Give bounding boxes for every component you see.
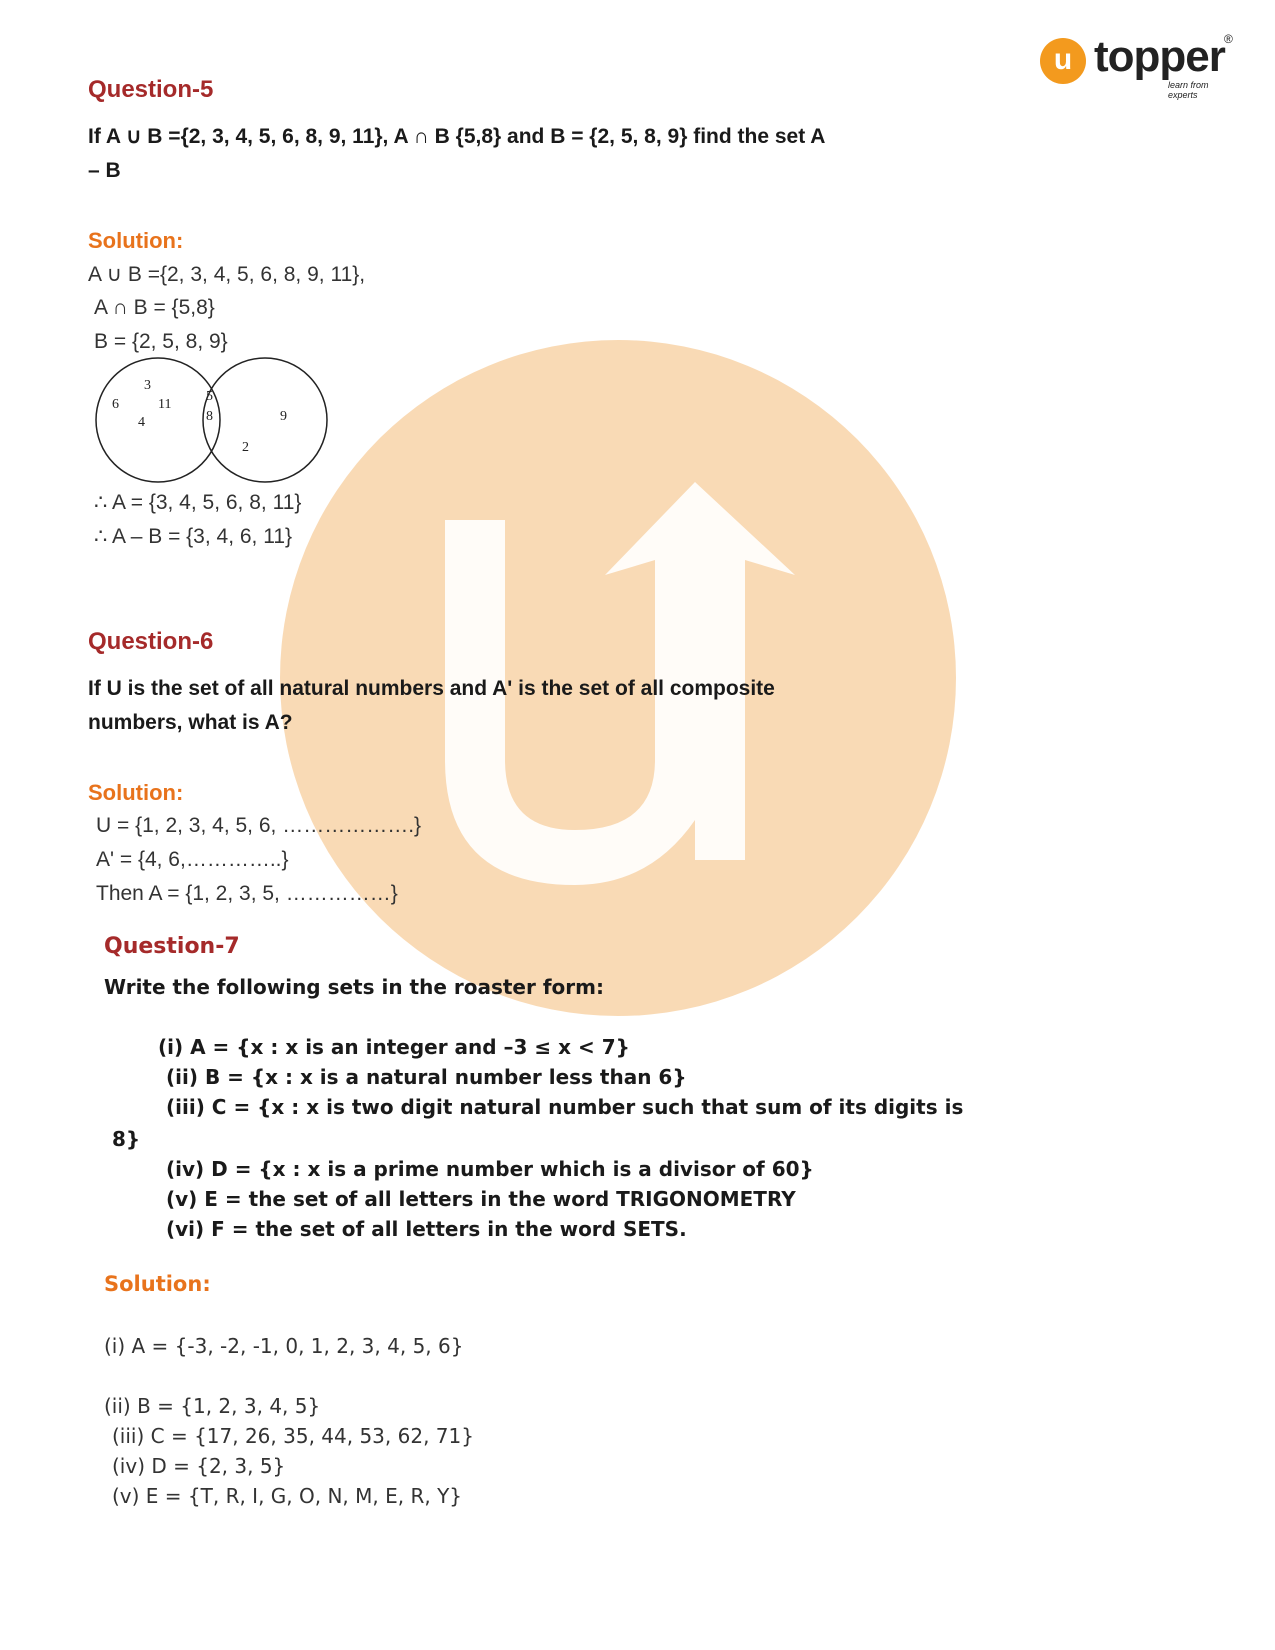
logo-tagline: learn from experts (1168, 80, 1209, 100)
q7-item: (vi) F = the set of all letters in the word SETS. (166, 1217, 687, 1241)
question-7-text: Write the following sets in the roaster form: (104, 975, 604, 999)
q7-item: (v) E = the set of all letters in the word TRIGONOMETRY (166, 1187, 796, 1211)
q5-result-line: ∴ A – B = {3, 4, 6, 11} (94, 525, 293, 548)
question-5-title: Question-5 (88, 76, 214, 103)
q7-answer-line: (iv) D = {2, 3, 5} (112, 1454, 286, 1478)
question-7-title: Question-7 (104, 934, 240, 959)
logo-registered: ® (1224, 32, 1233, 46)
q7-item: 8} (112, 1127, 141, 1151)
q6-solution-line: A' = {4, 6,…………..} (96, 848, 289, 871)
q7-item: (iv) D = {x : x is a prime number which is a divisor of 60} (166, 1157, 814, 1181)
venn-label: 4 (138, 415, 145, 430)
venn-label: 5 (206, 389, 213, 404)
q7-answer-line: (v) E = {T, R, I, G, O, N, M, E, R, Y} (112, 1484, 463, 1508)
q7-item: (iii) C = {x : x is two digit natural number such that sum of its digits is (166, 1095, 964, 1119)
question-6-solution-label: Solution: (88, 780, 184, 805)
venn-label: 3 (144, 378, 151, 393)
venn-label: 2 (242, 440, 249, 455)
question-6-text-line2: numbers, what is A? (88, 711, 293, 734)
q7-answer-line: (i) A = {-3, -2, -1, 0, 1, 2, 3, 4, 5, 6} (104, 1334, 464, 1358)
logo-name: topper (1094, 32, 1225, 81)
q6-solution-line: U = {1, 2, 3, 4, 5, 6, ……………….} (96, 814, 422, 837)
question-5-solution-label: Solution: (88, 228, 184, 253)
question-7-solution-label: Solution: (104, 1272, 211, 1296)
q5-result-line: ∴ A = {3, 4, 5, 6, 8, 11} (94, 491, 302, 514)
q5-solution-line: A ∩ B = {5,8} (94, 296, 215, 319)
q5-solution-line: A ∪ B ={2, 3, 4, 5, 6, 8, 9, 11}, (88, 263, 366, 286)
venn-label: 6 (112, 397, 119, 412)
venn-diagram (90, 356, 340, 484)
topper-logo (1040, 32, 1240, 100)
question-5-text-line1: If A ∪ B ={2, 3, 4, 5, 6, 8, 9, 11}, A ∩ B {5,8} and B = {2, 5, 8, 9} find the set A (88, 125, 826, 148)
q7-answer-line: (iii) C = {17, 26, 35, 44, 53, 62, 71} (112, 1424, 474, 1448)
q7-answer-line: (ii) B = {1, 2, 3, 4, 5} (104, 1394, 321, 1418)
logo-mark-icon: u (1040, 38, 1086, 84)
venn-label: 9 (280, 409, 287, 424)
venn-label: 11 (158, 397, 172, 412)
question-6-title: Question-6 (88, 628, 214, 655)
q5-solution-line: B = {2, 5, 8, 9} (94, 330, 228, 353)
q7-item: (i) A = {x : x is an integer and –3 ≤ x < 7} (158, 1035, 630, 1059)
question-5-text-line2: – B (88, 159, 121, 182)
q6-solution-line: Then A = {1, 2, 3, 5, ……………} (96, 882, 398, 905)
question-6-text-line1: If U is the set of all natural numbers and A' is the set of all composite (88, 677, 775, 700)
venn-label: 8 (206, 409, 213, 424)
q7-item: (ii) B = {x : x is a natural number less than 6} (166, 1065, 687, 1089)
